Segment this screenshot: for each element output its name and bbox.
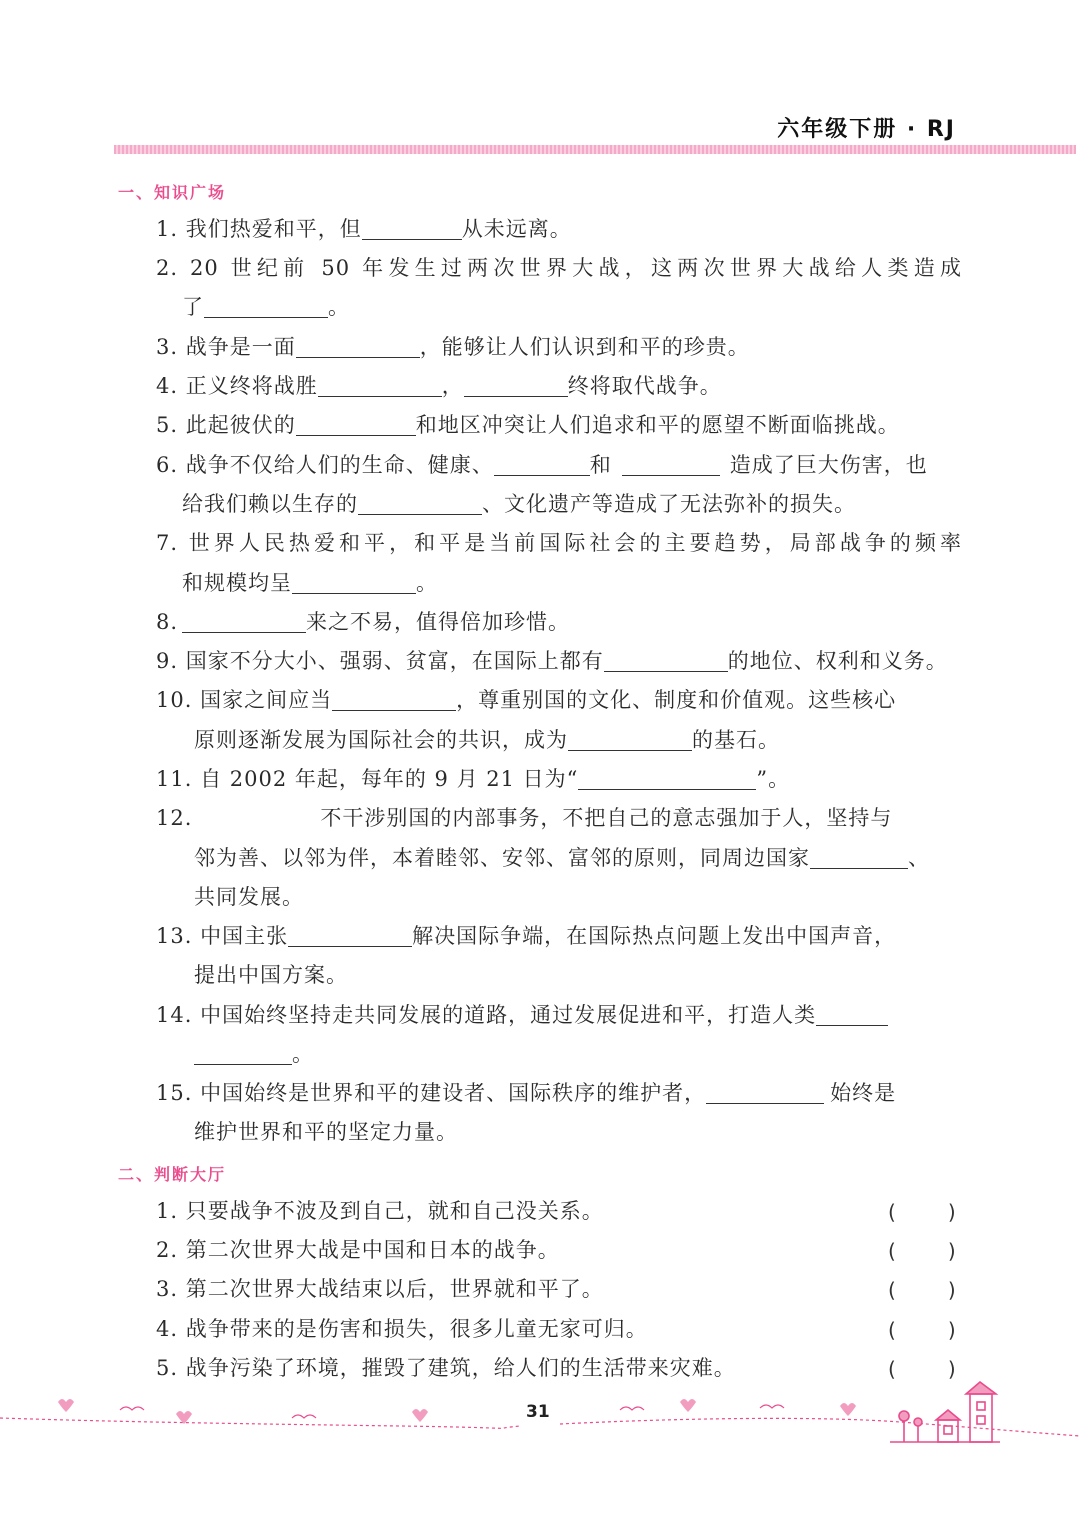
answer-blank[interactable]	[288, 920, 412, 947]
question-2: 2. 20 世纪前 50 年发生过两次世界大战，这两次世界大战给人类造成	[156, 256, 962, 280]
question-12: 12. 不干涉别国的内部事务，不把自己的意志强加于人，坚持与	[156, 806, 893, 830]
answer-blank[interactable]	[494, 449, 590, 476]
question-15-cont: 维护世界和平的坚定力量。	[194, 1120, 458, 1144]
judgement-item-3: 3. 第二次世界大战结束以后，世界就和平了。	[156, 1277, 604, 1301]
page-number: 31	[526, 1402, 550, 1422]
judgement-item-2: 2. 第二次世界大战是中国和日本的战争。	[156, 1238, 560, 1262]
question-1: 1. 我们热爱和平，但 从未远离。	[156, 210, 962, 249]
section-title-knowledge: 一、知识广场	[118, 183, 227, 202]
dotted-wave-line	[0, 1418, 520, 1428]
question-3: 3. 战争是一面 ，能够让人们认识到和平的珍贵。	[156, 328, 962, 367]
answer-blank[interactable]	[296, 409, 416, 436]
answer-blank[interactable]	[568, 724, 692, 751]
answer-parens-1[interactable]: ( )	[888, 1200, 956, 1224]
question-9: 9. 国家不分大小、强弱、贫富，在国际上都有 的地位、权利和义务。	[156, 642, 962, 681]
question-12-cont: 邻为善、以邻为伴，本着睦邻、安邻、富邻的原则，同周边国家 、	[194, 839, 962, 878]
question-7: 7. 世界人民热爱和平，和平是当前国际社会的主要趋势，局部战争的频率	[156, 531, 962, 555]
answer-parens-5[interactable]: ( )	[888, 1357, 956, 1381]
heart-icon	[58, 1399, 856, 1424]
question-14: 14. 中国始终坚持走共同发展的道路，通过发展促进和平，打造人类	[156, 996, 962, 1035]
question-13-cont: 提出中国方案。	[194, 963, 348, 987]
answer-blank[interactable]	[296, 331, 420, 358]
header-title: 六年级下册 · RJ	[777, 117, 956, 142]
judgement-item-4: 4. 战争带来的是伤害和损失，很多儿童无家可归。	[156, 1317, 648, 1341]
answer-blank[interactable]	[706, 1077, 824, 1104]
answer-blank[interactable]	[204, 291, 328, 318]
question-13: 13. 中国主张 解决国际争端，在国际热点问题上发出中国声音，	[156, 917, 962, 956]
answer-blank[interactable]	[182, 606, 306, 633]
question-4: 4. 正义终将战胜 ， 终将取代战争。	[156, 367, 962, 406]
question-11: 11. 自 2002 年起，每年的 9 月 21 日为“ ”。	[156, 760, 962, 799]
question-10: 10. 国家之间应当 ，尊重别国的文化、制度和价值观。这些核心	[156, 681, 962, 720]
answer-parens-4[interactable]: ( )	[888, 1318, 956, 1342]
question-5: 5. 此起彼伏的 和地区冲突让人们追求和平的愿望不断面临挑战。	[156, 406, 962, 445]
question-6-cont: 给我们赖以生存的 、文化遗产等造成了无法弥补的损失。	[182, 485, 962, 524]
answer-parens-3[interactable]: ( )	[888, 1278, 956, 1302]
header-bar	[114, 145, 1076, 154]
question-14-cont: 。	[194, 1035, 962, 1074]
question-6: 6. 战争不仅给人们的生命、健康、 和 造成了巨大伤害，也	[156, 446, 962, 485]
answer-blank[interactable]	[810, 842, 908, 869]
answer-blank[interactable]	[358, 488, 482, 515]
question-10-cont: 原则逐渐发展为国际社会的共识，成为 的基石。	[194, 721, 962, 760]
question-12-cont2: 共同发展。	[194, 885, 304, 909]
answer-blank[interactable]	[332, 684, 456, 711]
answer-blank[interactable]	[318, 370, 442, 397]
answer-blank[interactable]	[622, 449, 720, 476]
question-15: 15. 中国始终是世界和平的建设者、国际秩序的维护者， 始终是	[156, 1074, 962, 1113]
answer-blank[interactable]	[292, 567, 416, 594]
question-7-cont: 和规模均呈 。	[182, 564, 962, 603]
answer-blank[interactable]	[604, 645, 728, 672]
question-8: 8. 来之不易，值得倍加珍惜。	[156, 603, 962, 642]
answer-blank[interactable]	[194, 1038, 292, 1065]
answer-parens-2[interactable]: ( )	[888, 1239, 956, 1263]
answer-blank[interactable]	[362, 213, 462, 240]
judgement-item-5: 5. 战争污染了环境，摧毁了建筑，给人们的生活带来灾难。	[156, 1356, 736, 1380]
answer-blank[interactable]	[816, 999, 888, 1026]
question-2-cont: 了 。	[182, 288, 962, 327]
judgement-item-1: 1. 只要战争不波及到自己，就和自己没关系。	[156, 1199, 604, 1223]
house-icon	[890, 1382, 1000, 1442]
answer-blank[interactable]	[464, 370, 568, 397]
section-title-judgement: 二、判断大厅	[118, 1165, 227, 1184]
answer-blank[interactable]	[578, 763, 756, 790]
dotted-wave-line-right	[560, 1418, 1080, 1436]
